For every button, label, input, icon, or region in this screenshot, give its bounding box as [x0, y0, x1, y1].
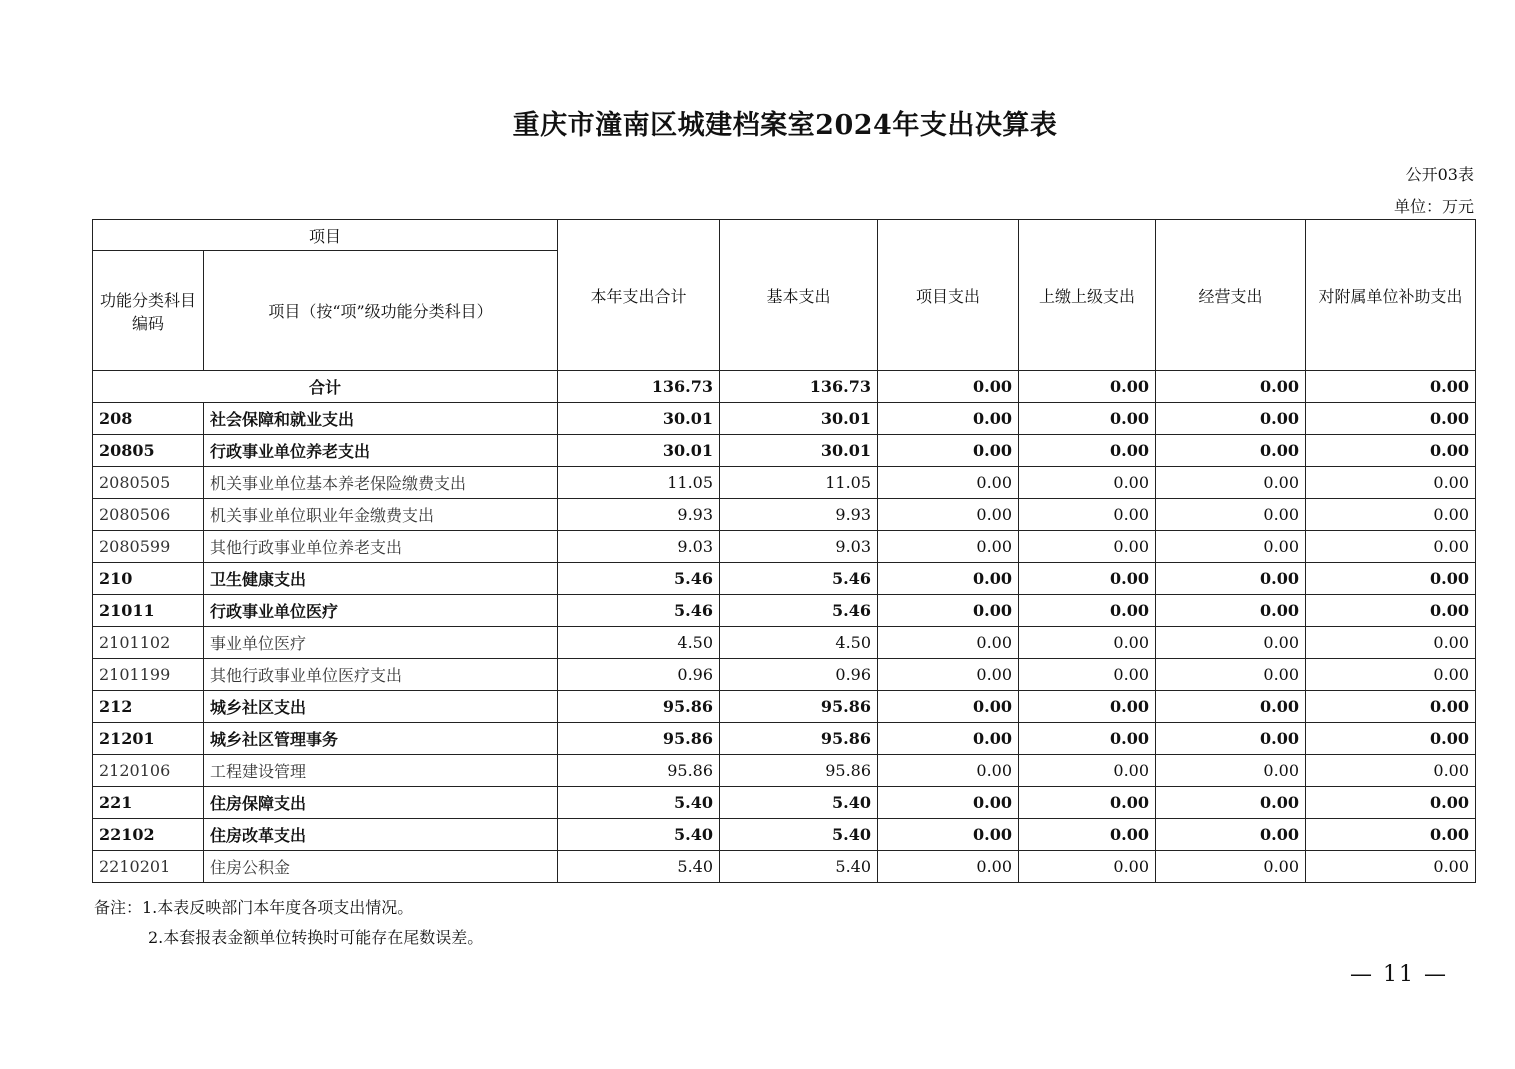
row-project-expense: 0.00: [878, 531, 1019, 563]
row-subsidy: 0.00: [1306, 659, 1476, 691]
row-superior: 0.00: [1019, 723, 1156, 755]
row-name: 事业单位医疗: [204, 627, 558, 659]
table-row: [93, 499, 1476, 531]
row-project-expense: 0.00: [878, 595, 1019, 627]
row-basic: 95.86: [720, 691, 878, 723]
row-basic: 30.01: [720, 403, 878, 435]
row-basic: 5.40: [720, 819, 878, 851]
table-row: [93, 819, 1476, 851]
header-func-code: 功能分类科目编码: [93, 251, 204, 371]
summary-superior: 0.00: [1019, 371, 1156, 403]
row-subsidy: 0.00: [1306, 819, 1476, 851]
row-subsidy: 0.00: [1306, 499, 1476, 531]
row-project-expense: 0.00: [878, 691, 1019, 723]
row-code: 22102: [93, 819, 204, 851]
header-total: 本年支出合计: [558, 220, 720, 371]
row-code: 221: [93, 787, 204, 819]
row-total: 30.01: [558, 403, 720, 435]
table-row: [93, 467, 1476, 499]
row-superior: 0.00: [1019, 755, 1156, 787]
row-name: 住房保障支出: [204, 787, 558, 819]
row-total: 30.01: [558, 435, 720, 467]
row-total: 4.50: [558, 627, 720, 659]
summary-project-expense: 0.00: [878, 371, 1019, 403]
row-business: 0.00: [1156, 627, 1306, 659]
row-code: 2101102: [93, 627, 204, 659]
row-name: 城乡社区支出: [204, 691, 558, 723]
row-superior: 0.00: [1019, 659, 1156, 691]
row-total: 5.40: [558, 851, 720, 883]
row-basic: 9.93: [720, 499, 878, 531]
row-name: 行政事业单位医疗: [204, 595, 558, 627]
row-total: 5.46: [558, 563, 720, 595]
summary-label: 合计: [93, 371, 558, 403]
row-business: 0.00: [1156, 659, 1306, 691]
row-code: 2101199: [93, 659, 204, 691]
header-superior: 上缴上级支出: [1019, 220, 1156, 371]
row-total: 5.40: [558, 787, 720, 819]
row-subsidy: 0.00: [1306, 627, 1476, 659]
row-basic: 5.46: [720, 595, 878, 627]
row-project-expense: 0.00: [878, 627, 1019, 659]
row-superior: 0.00: [1019, 435, 1156, 467]
table-row: [93, 723, 1476, 755]
row-superior: 0.00: [1019, 563, 1156, 595]
row-code: 2080506: [93, 499, 204, 531]
row-basic: 5.46: [720, 563, 878, 595]
row-project-expense: 0.00: [878, 435, 1019, 467]
row-superior: 0.00: [1019, 595, 1156, 627]
summary-business: 0.00: [1156, 371, 1306, 403]
row-code: 2120106: [93, 755, 204, 787]
row-subsidy: 0.00: [1306, 563, 1476, 595]
row-code: 212: [93, 691, 204, 723]
row-code: 21201: [93, 723, 204, 755]
row-business: 0.00: [1156, 851, 1306, 883]
row-name: 机关事业单位基本养老保险缴费支出: [204, 467, 558, 499]
row-superior: 0.00: [1019, 403, 1156, 435]
page-number: — 11 —: [1350, 962, 1448, 987]
row-name: 其他行政事业单位医疗支出: [204, 659, 558, 691]
table-row: [93, 595, 1476, 627]
row-total: 5.46: [558, 595, 720, 627]
row-project-expense: 0.00: [878, 403, 1019, 435]
row-name: 卫生健康支出: [204, 563, 558, 595]
row-business: 0.00: [1156, 595, 1306, 627]
row-project-expense: 0.00: [878, 819, 1019, 851]
row-subsidy: 0.00: [1306, 691, 1476, 723]
row-basic: 5.40: [720, 851, 878, 883]
table-row: [93, 691, 1476, 723]
row-project-expense: 0.00: [878, 659, 1019, 691]
row-basic: 4.50: [720, 627, 878, 659]
row-project-expense: 0.00: [878, 563, 1019, 595]
row-name: 住房公积金: [204, 851, 558, 883]
row-total: 95.86: [558, 691, 720, 723]
row-superior: 0.00: [1019, 819, 1156, 851]
note-1: 备注：1.本表反映部门本年度各项支出情况。: [94, 898, 414, 917]
header-item-name: 项目（按“项”级功能分类科目）: [204, 251, 558, 371]
summary-basic: 136.73: [720, 371, 878, 403]
row-code: 2210201: [93, 851, 204, 883]
row-basic: 11.05: [720, 467, 878, 499]
row-subsidy: 0.00: [1306, 531, 1476, 563]
row-name: 社会保障和就业支出: [204, 403, 558, 435]
row-superior: 0.00: [1019, 851, 1156, 883]
row-business: 0.00: [1156, 467, 1306, 499]
row-code: 2080505: [93, 467, 204, 499]
table-row: [93, 435, 1476, 467]
row-project-expense: 0.00: [878, 851, 1019, 883]
row-business: 0.00: [1156, 723, 1306, 755]
row-basic: 0.96: [720, 659, 878, 691]
row-superior: 0.00: [1019, 627, 1156, 659]
table-row: [93, 787, 1476, 819]
row-superior: 0.00: [1019, 691, 1156, 723]
row-superior: 0.00: [1019, 467, 1156, 499]
row-code: 21011: [93, 595, 204, 627]
row-business: 0.00: [1156, 563, 1306, 595]
table-row: [93, 403, 1476, 435]
row-total: 11.05: [558, 467, 720, 499]
expenditure-table: [92, 219, 1476, 883]
row-basic: 5.40: [720, 787, 878, 819]
row-superior: 0.00: [1019, 499, 1156, 531]
row-subsidy: 0.00: [1306, 595, 1476, 627]
unit-label: 单位：万元: [1393, 197, 1474, 216]
table-row: [93, 627, 1476, 659]
table-row: [93, 755, 1476, 787]
row-name: 工程建设管理: [204, 755, 558, 787]
row-basic: 95.86: [720, 723, 878, 755]
table-row: [93, 563, 1476, 595]
row-superior: 0.00: [1019, 787, 1156, 819]
row-business: 0.00: [1156, 499, 1306, 531]
note-2: 2.本套报表金额单位转换时可能存在尾数误差。: [148, 928, 484, 947]
row-total: 5.40: [558, 819, 720, 851]
table-row: [93, 851, 1476, 883]
row-total: 95.86: [558, 755, 720, 787]
page-title: 重庆市潼南区城建档案室2024年支出决算表: [512, 110, 1058, 141]
row-business: 0.00: [1156, 403, 1306, 435]
row-business: 0.00: [1156, 819, 1306, 851]
row-total: 9.93: [558, 499, 720, 531]
notes: [94, 893, 483, 953]
row-project-expense: 0.00: [878, 787, 1019, 819]
row-subsidy: 0.00: [1306, 851, 1476, 883]
row-code: 2080599: [93, 531, 204, 563]
summary-subsidy: 0.00: [1306, 371, 1476, 403]
row-business: 0.00: [1156, 531, 1306, 563]
row-total: 0.96: [558, 659, 720, 691]
header-basic: 基本支出: [720, 220, 878, 371]
row-subsidy: 0.00: [1306, 755, 1476, 787]
row-subsidy: 0.00: [1306, 787, 1476, 819]
row-subsidy: 0.00: [1306, 403, 1476, 435]
row-basic: 30.01: [720, 435, 878, 467]
table-number: 公开03表: [1405, 165, 1474, 184]
row-business: 0.00: [1156, 691, 1306, 723]
table-row: [93, 531, 1476, 563]
row-project-expense: 0.00: [878, 723, 1019, 755]
summary-row: [93, 371, 1476, 403]
row-subsidy: 0.00: [1306, 467, 1476, 499]
row-subsidy: 0.00: [1306, 723, 1476, 755]
header-business: 经营支出: [1156, 220, 1306, 371]
row-subsidy: 0.00: [1306, 435, 1476, 467]
row-project-expense: 0.00: [878, 467, 1019, 499]
row-name: 其他行政事业单位养老支出: [204, 531, 558, 563]
summary-total: 136.73: [558, 371, 720, 403]
row-name: 城乡社区管理事务: [204, 723, 558, 755]
row-code: 20805: [93, 435, 204, 467]
header-project: 项目: [93, 220, 558, 251]
row-basic: 9.03: [720, 531, 878, 563]
row-name: 住房改革支出: [204, 819, 558, 851]
header-subsidy: 对附属单位补助支出: [1306, 220, 1476, 371]
row-project-expense: 0.00: [878, 499, 1019, 531]
row-total: 9.03: [558, 531, 720, 563]
table-row: [93, 659, 1476, 691]
row-name: 机关事业单位职业年金缴费支出: [204, 499, 558, 531]
row-code: 208: [93, 403, 204, 435]
row-code: 210: [93, 563, 204, 595]
row-total: 95.86: [558, 723, 720, 755]
row-business: 0.00: [1156, 755, 1306, 787]
row-business: 0.00: [1156, 787, 1306, 819]
row-project-expense: 0.00: [878, 755, 1019, 787]
row-basic: 95.86: [720, 755, 878, 787]
row-business: 0.00: [1156, 435, 1306, 467]
header-project-expense: 项目支出: [878, 220, 1019, 371]
row-superior: 0.00: [1019, 531, 1156, 563]
row-name: 行政事业单位养老支出: [204, 435, 558, 467]
